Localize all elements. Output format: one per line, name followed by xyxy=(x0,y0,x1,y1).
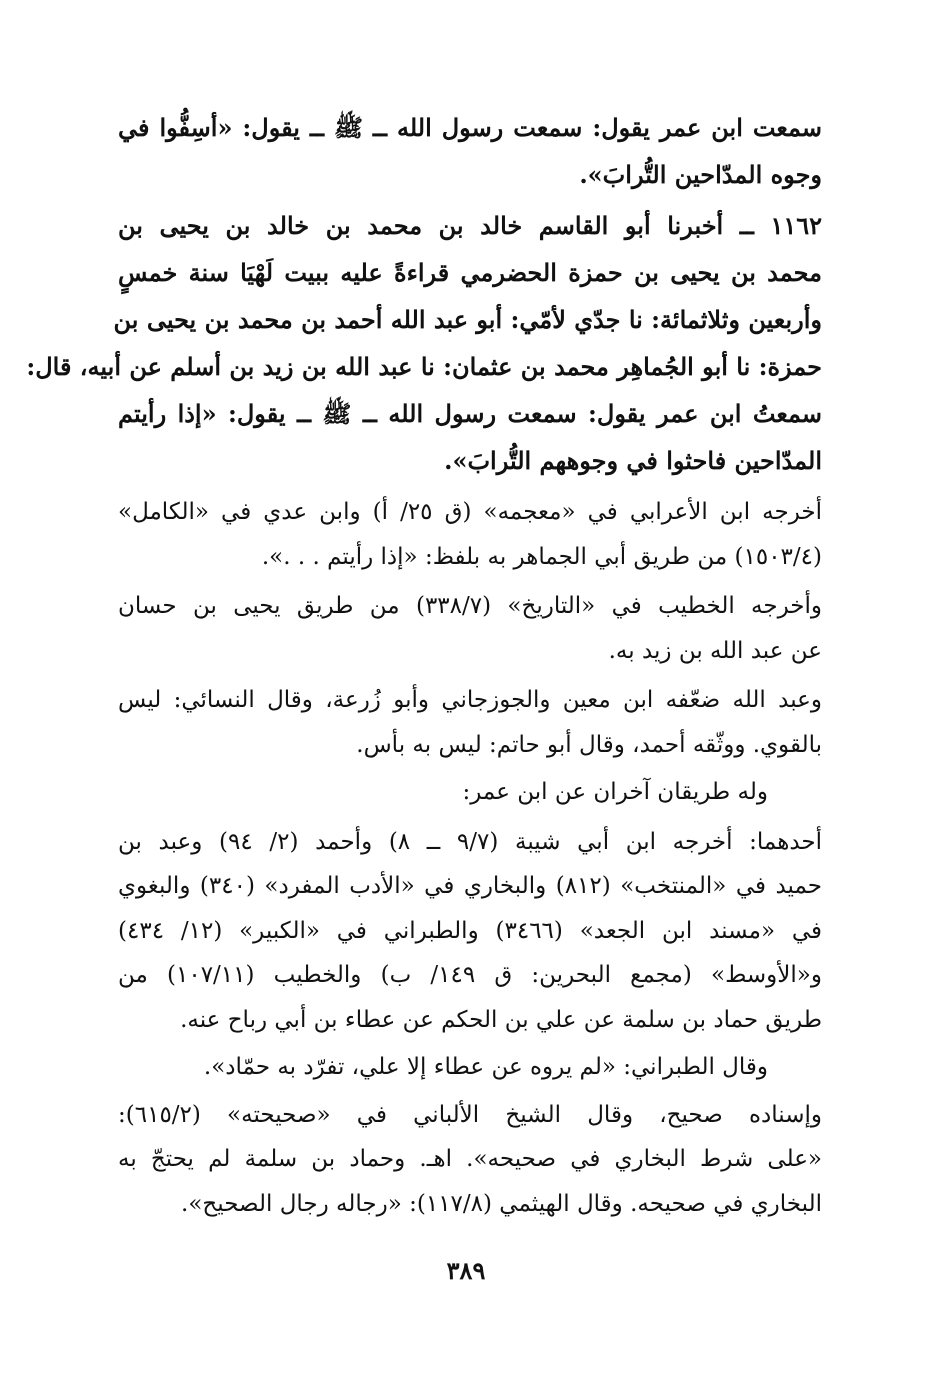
text-line: وإسناده صحيح، وقال الشيخ الألباني في «صحيحته» (٦١٥/٢): xyxy=(118,1101,822,1128)
text-line: وله طريقان آخران عن ابن عمر: xyxy=(462,779,768,805)
text-line: وأخرجه الخطيب في «التاريخ» (٣٣٨/٧) من طريق يحيى بن حسان xyxy=(118,593,822,619)
text-line: سمعتُ ابن عمر يقول: سمعت رسول الله ــ ﷺ ــ يقول: «إذا رأيتم xyxy=(118,399,822,428)
text-line: محمد بن يحيى بن حمزة الحضرمي قراءةً عليه ببيت لَهْيَا سنة خمسٍ xyxy=(118,258,823,287)
text-line: «على شرط البخاري في صحيحه». اهـ. وحماد بن سلمة لم يحتجّ به xyxy=(118,1146,822,1172)
text-line: وعبد الله ضعّفه ابن معين والجوزجاني وأبو زُرعة، وقال النسائي: ليس xyxy=(118,687,822,713)
takhrij-paragraph xyxy=(118,490,822,579)
hadith-text-paragraph xyxy=(118,390,822,484)
text-line: (١٥٠٣/٤) من طريق أبي الجماهر به بلفظ: «إذا رأيتم . . .». xyxy=(261,543,822,570)
text-line: أحدهما: أخرجه ابن أبي شيبة (٩/٧ ــ ٨) وأحمد (٢/ ٩٤) وعبد بن xyxy=(118,828,823,855)
hadith-text-paragraph xyxy=(118,104,822,198)
takhrij-paragraph xyxy=(118,584,822,673)
text-line: و«الأوسط» (مجمع البحرين: ق ١٤٩/ ب) والخطيب (١٠٧/١١) من xyxy=(118,962,822,988)
text-line: حميد في «المنتخب» (٨١٢) والبخاري في «الأدب المفرد» (٣٤٠) والبغوي xyxy=(118,873,823,899)
text-line: سمعت ابن عمر يقول: سمعت رسول الله ــ ﷺ ــ يقول: «أسِفُّوا في xyxy=(118,113,822,142)
text-line: عن عبد الله بن زيد به. xyxy=(608,637,822,664)
takhrij-paragraph xyxy=(118,1045,822,1090)
text-line: طريق حماد بن سلمة عن علي بن الحكم عن عطاء بن أبي رباح عنه. xyxy=(180,1006,822,1033)
text-line: أخرجه ابن الأعرابي في «معجمه» (ق ٢٥/ أ) وابن عدي في «الكامل» xyxy=(118,499,823,525)
hadith-isnad-paragraph xyxy=(26,202,823,390)
isnad-grading-paragraph xyxy=(118,1093,822,1227)
narrator-criticism-paragraph xyxy=(118,678,822,767)
takhrij-paragraph xyxy=(118,820,822,1043)
text-line: حمزة: نا أبو الجُماهِر محمد بن عثمان: نا عبد الله بن زيد بن أسلم عن أبيه، قال: xyxy=(26,352,822,381)
text-line: البخاري في صحيحه. وقال الهيثمي (١١٧/٨): «رجاله رجال الصحيح». xyxy=(181,1190,822,1217)
text-line: في «مسند ابن الجعد» (٣٤٦٦) والطبراني في «الكبير» (١٢/ ٤٣٤) xyxy=(118,917,823,944)
page-number: ٣٨٩ xyxy=(446,1256,486,1285)
takhrij-paragraph xyxy=(118,770,822,815)
text-line: ١١٦٢ ــ أخبرنا أبو القاسم خالد بن محمد بن خالد بن يحيى بن xyxy=(118,211,822,240)
text-line: وجوه المدّاحين التُّرابَ». xyxy=(579,160,822,189)
text-line: وقال الطبراني: «لم يروه عن عطاء إلا علي، تفرّد به حمّاد». xyxy=(203,1054,768,1080)
text-line: بالقوي. ووثّقه أحمد، وقال أبو حاتم: ليس به بأس. xyxy=(356,731,822,758)
text-line: المدّاحين فاحثوا في وجوههم التُّرابَ». xyxy=(444,446,822,475)
text-line: وأربعين وثلاثمائة: نا جدّي لأمّي: أبو عبد الله أحمد بن محمد بن يحيى بن xyxy=(113,305,822,334)
